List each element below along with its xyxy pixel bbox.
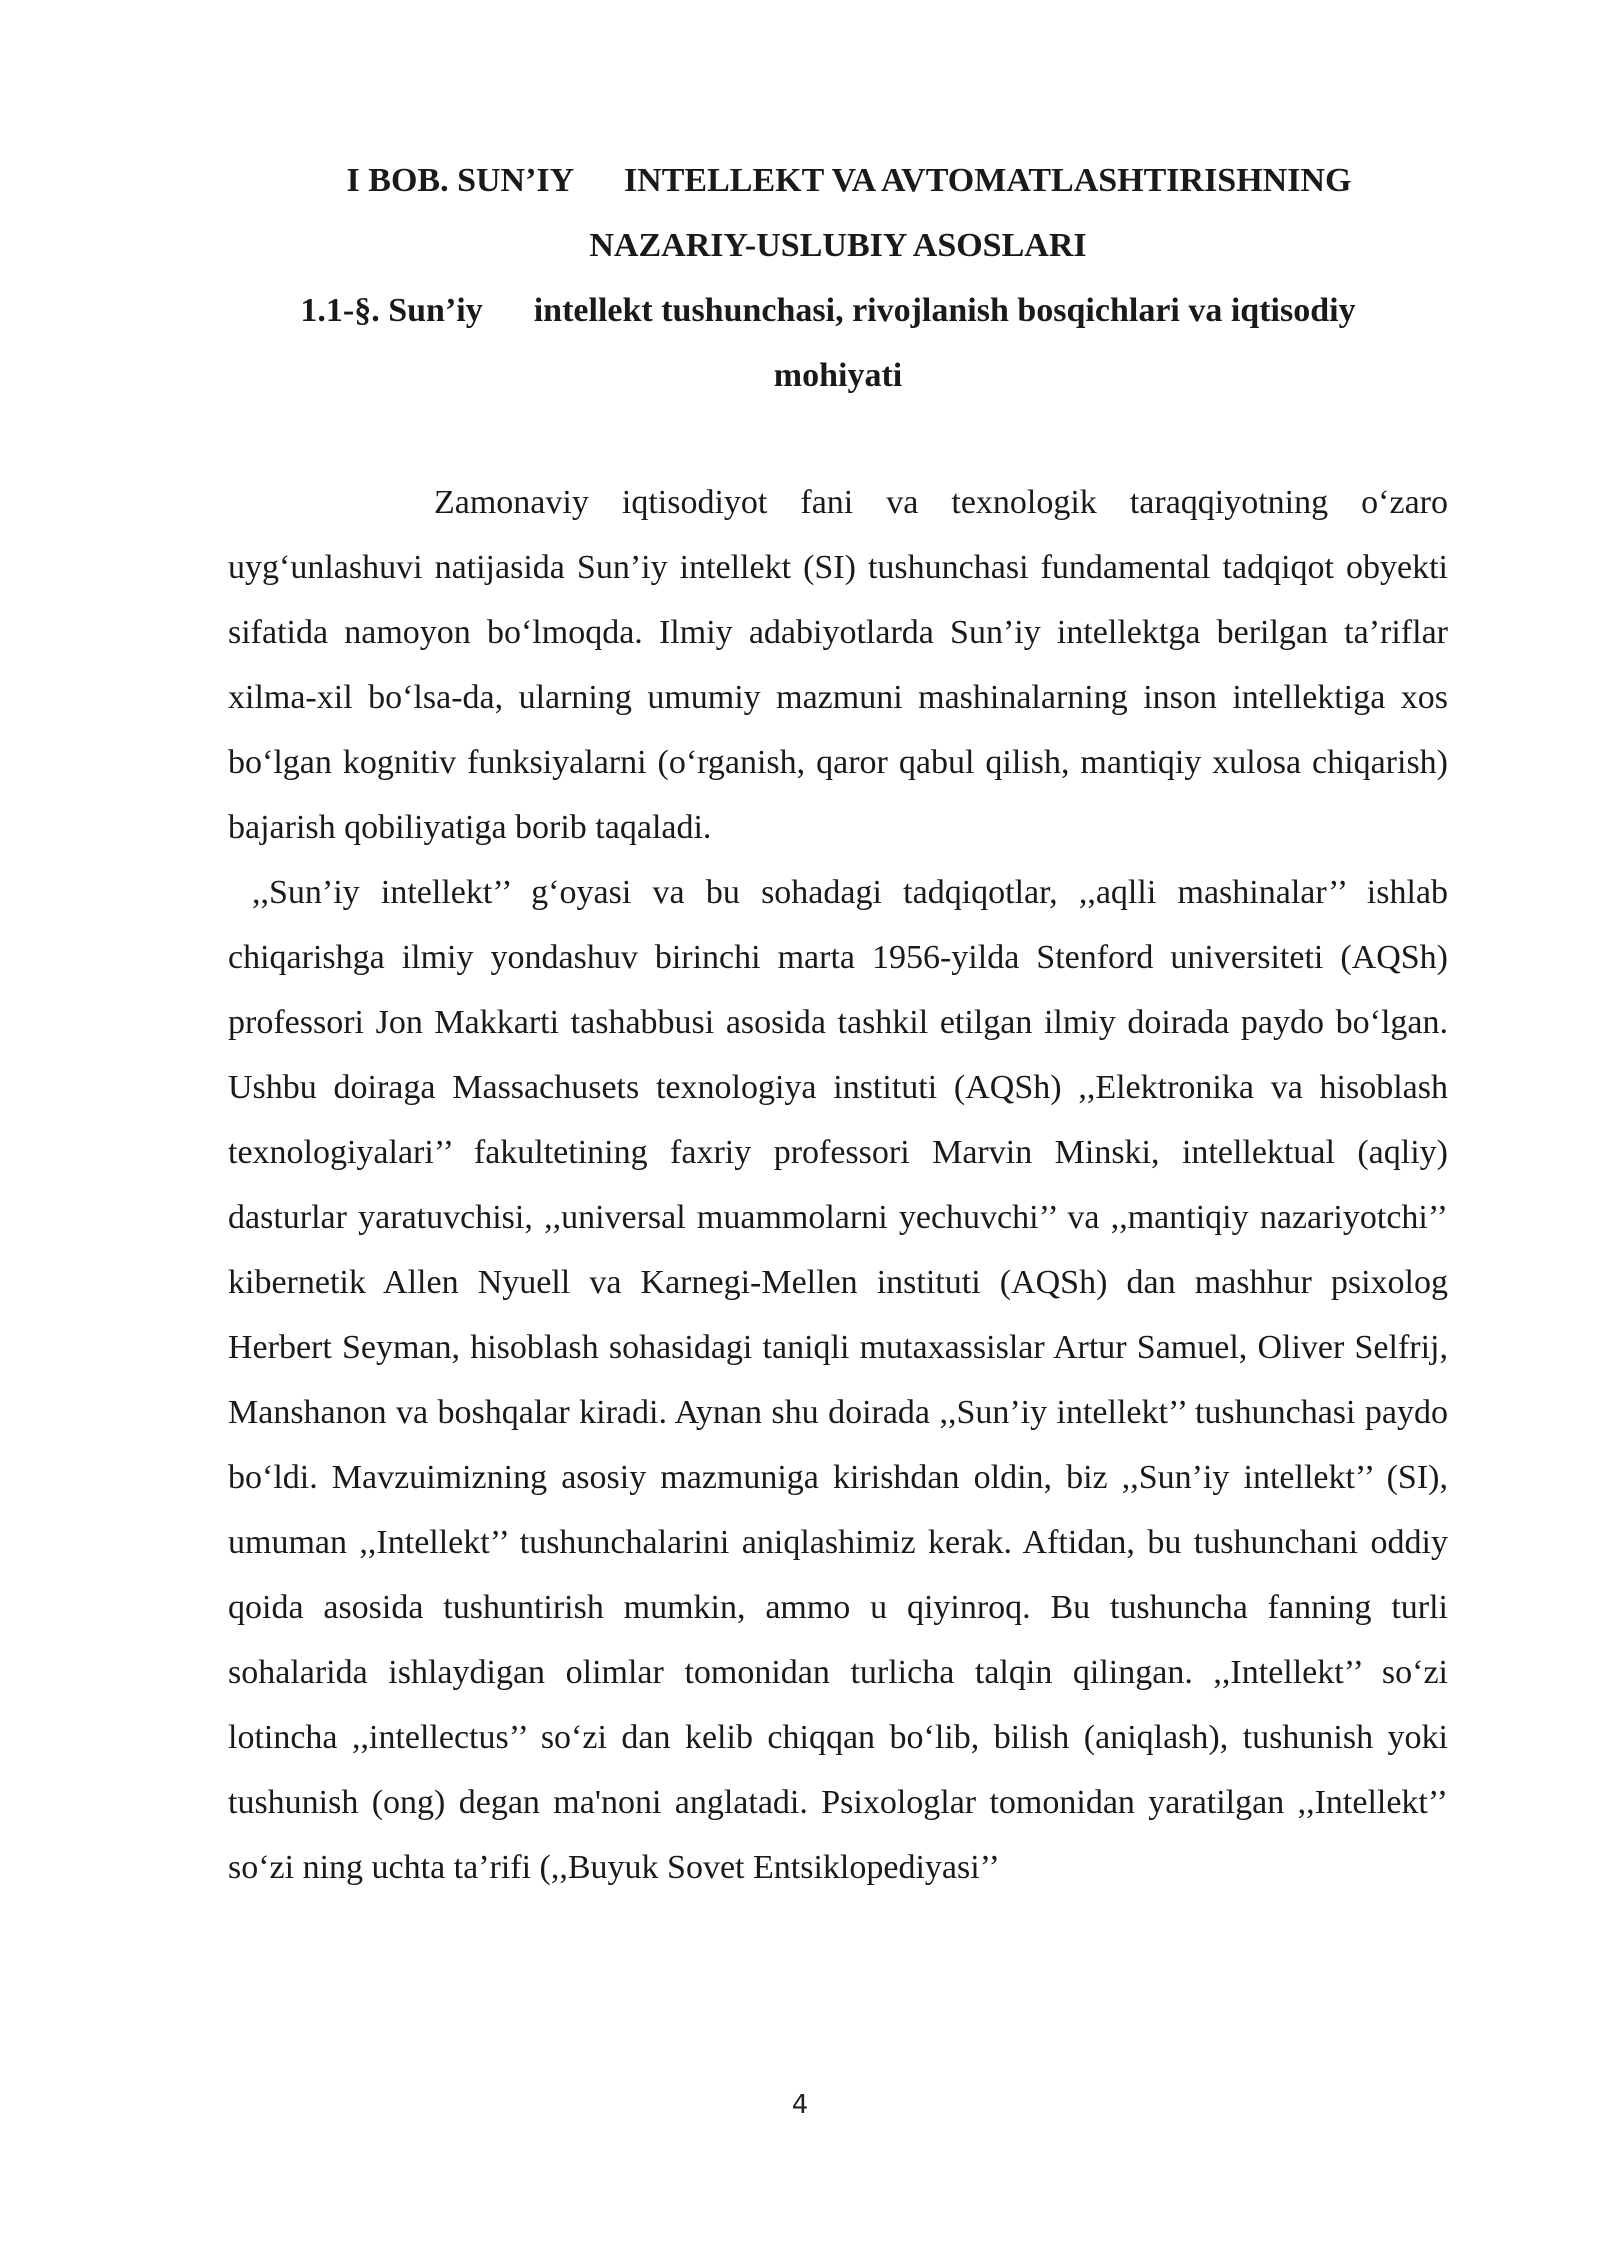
chapter-heading-line-1: I BOB. SUN’IY INTELLEKT VA AVTOMATLASHTIRISHNING <box>346 162 1352 199</box>
body-text <box>228 470 1448 1900</box>
paragraph-2: ,,Sun’iy intellekt’’ g‘oyasi va bu sohadagi tadqiqotlar, ,,aqlli mashinalar’’ ishlab chiqarishga ilmiy yondashuv birinchi marta 1956-yilda Stenford universiteti (AQSh) professori Jon Makkarti tashabbusi asosida tashkil etilgan ilmiy doirada paydo bo‘lgan. Ushbu doiraga Massachusets texnologiya instituti (AQSh) ,,Elektronika va hisoblash texnologiyalari’’ fakultetining faxriy professori Marvin Minski, intellektual (aqliy) dasturlar yaratuvchisi, ,,universal muammolarni yechuvchi’’ va ,,mantiqiy nazariyotchi’’ kibernetik Allen Nyuell va Karnegi-Mellen instituti (AQSh) dan mashhur psixolog Herbert Seyman, hisoblash sohasidagi taniqli mutaxassislar Artur Samuel, Oliver Selfrij, Manshanon va boshqalar kiradi. Aynan shu doirada ,,Sun’iy intellekt’’ tushunchasi paydo bo‘ldi. Mavzuimizning asosiy mazmuniga kirishdan oldin, biz ,,Sun’iy intellekt’’ (SI), umuman ,,Intellekt’’ tushunchalarini aniqlashimiz kerak. Aftidan, bu tushunchani oddiy qoida asosida tushuntirish mumkin, ammo u qiyinroq. Bu tushuncha fanning turli sohalarida ishlaydigan olimlar tomonidan turlicha talqin qilingan. ,,Intellekt’’ so‘zi lotincha ,,intellectus’’ so‘zi dan kelib chiqqan bo‘lib, bilish (aniqlash), tushunish yoki tushunish (ong) degan ma'noni anglatadi. Psixologlar tomonidan yaratilgan ,,Intellekt’’ so‘zi ning uchta ta’rifi (,,Buyuk Sovet Entsiklopediyasi’’ <box>228 874 1448 1886</box>
section-heading-line-1: 1.1-§. Sun’iy intellekt tushunchasi, rivojlanish bosqichlari va iqtisodiy <box>300 292 1356 329</box>
headings-block <box>228 148 1448 408</box>
chapter-heading-line-2: NAZARIY-USLUBIY ASOSLARI <box>589 227 1087 264</box>
page-number: 4 <box>791 2090 809 2120</box>
paragraph-1: Zamonaviy iqtisodiyot fani va texnologik taraqqiyotning o‘zaro uyg‘unlashuvi natijasida Sun’iy intellekt (SI) tushunchasi fundamental tadqiqot obyekti sifatida namoyon bo‘lmoqda. Ilmiy adabiyotlarda Sun’iy intellektga berilgan ta’riflar xilma-xil bo‘lsa-da, ularning umumiy mazmuni mashinalarning inson intellektiga xos bo‘lgan kognitiv funksiyalarni (o‘rganish, qaror qabul qilish, mantiqiy xulosa chiqarish) bajarish qobiliyatiga borib taqaladi. <box>228 484 1448 846</box>
section-heading-line-2: mohiyati <box>773 357 903 394</box>
